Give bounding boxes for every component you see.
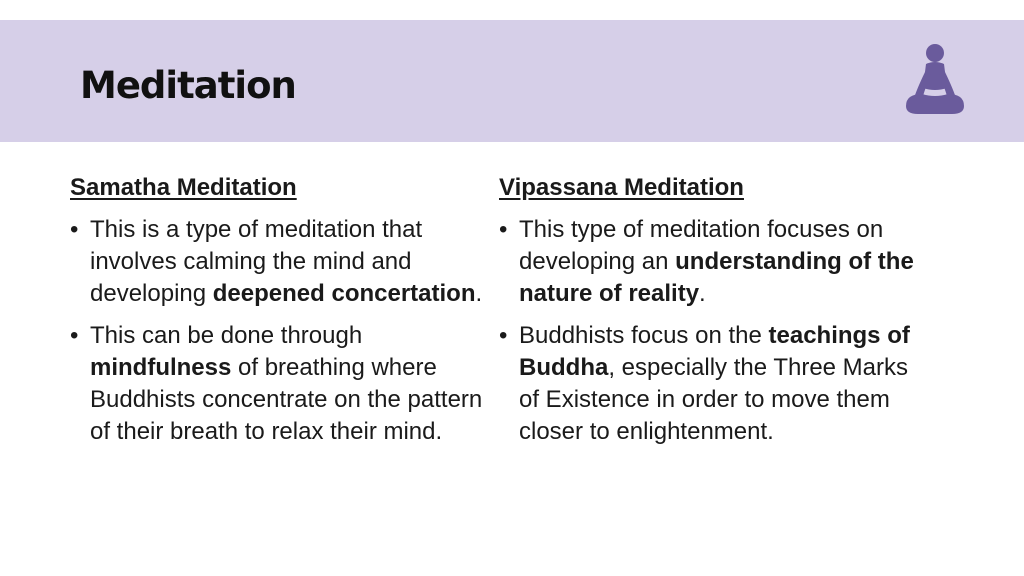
meditation-figure-icon — [900, 42, 970, 120]
bullet-text: . — [699, 280, 706, 307]
bullet-bold-text: deepened concertation — [212, 280, 476, 307]
bullet-text: Buddhists focus on the — [519, 322, 769, 349]
list-item — [499, 214, 919, 310]
vipassana-bullet-list — [499, 214, 919, 448]
vipassana-column — [499, 172, 919, 458]
bullet-text: This is a type of meditation that involves calming the mind and developing — [90, 216, 423, 307]
samatha-heading: Samatha Meditation — [70, 174, 297, 201]
list-item — [70, 214, 490, 310]
vipassana-heading: Vipassana Meditation — [499, 174, 744, 201]
list-item — [70, 320, 490, 448]
bullet-bold-text: teachings of Buddha — [519, 322, 910, 381]
bullet-bold-text: mindfulness — [90, 354, 232, 381]
list-item — [499, 320, 919, 448]
samatha-column — [70, 172, 490, 458]
slide-title: Meditation — [80, 64, 296, 107]
bullet-text: This type of meditation focuses on developing an — [519, 216, 884, 275]
bullet-text: This can be done through — [90, 322, 363, 349]
bullet-text: , especially the Three Marks of Existence in order to move them closer to enlightenment. — [519, 354, 909, 445]
bullet-text: . — [475, 280, 483, 307]
bullet-bold-text: understanding of the nature of reality — [519, 248, 914, 307]
bullet-text: of breathing where Buddhists concentrate on the pattern of their breath to relax their mind. — [90, 354, 483, 445]
samatha-bullet-list — [70, 214, 490, 448]
